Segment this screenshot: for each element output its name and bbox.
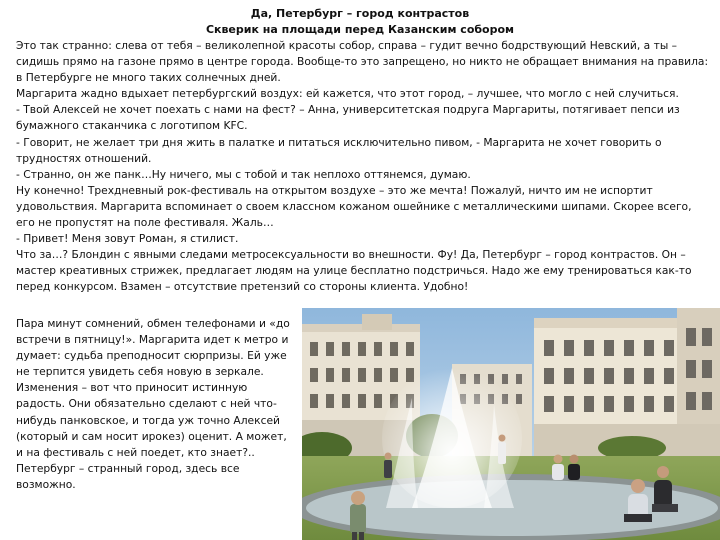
main-text: [16, 38, 710, 296]
paragraph: Маргарита жадно вдыхает петербургский воздух: ей кажется, что этот город, – лучшее, что могло с ней случиться.: [16, 87, 679, 101]
paragraph: - Твой Алексей не хочет поехать с нами на фест? – Анна, университетская подруга Маргариты, потягивает пепси из бумажного стаканчика с логотипом KFC.: [16, 103, 680, 133]
paragraph: - Странно, он же панк…Ну ничего, мы с тобой и так неплохо оттянемся, думаю.: [16, 167, 471, 181]
header: [0, 6, 720, 38]
paragraph: Что за…? Блондин с явными следами метросексуальности во внешности. Фу! Да, Петербург – город контрастов. Он – мастер креативных стрижек, предлагает людям на улице бесплатно подстричься. Надо же ему тренироваться как-то перед конкурсом. Взамен – отсутствие претензий со стороны клиента. Удобно!: [16, 248, 692, 294]
kazan-cathedral-square-photo: [302, 308, 720, 540]
paragraph: Это так странно: слева от тебя – великолепной красоты собор, справа – гудит вечно бодрствующий Невский, а ты – сидишь прямо на газоне прямо в центре города. Вообще-то это запрещено, но никто не обращает внимания на правила: в Петербурге не много таких солнечных дней.: [16, 39, 709, 85]
side-text: Пара минут сомнений, обмен телефонами и «до встречи в пятницу!». Маргарита идет к метро и думает: судьба преподносит сюрпризы. Ей уже не терпится увидеть себя новую в зеркале. Изменения – вот что приносит истинную радость. Они обязательно сделают с ней что-нибудь панковское, и тогда уж точно Алексей (который и сам носит ирокез) оценит. А может, и на фестиваль с ней поедет, кто знает?.. Петербург – странный город, здесь все возможно.: [16, 317, 290, 491]
page-title: Да, Петербург – город контрастов: [250, 7, 470, 20]
paragraph: - Говорит, не желает три дня жить в палатке и питаться исключительно пивом, - Маргарита не хочет говорить о трудностях отношений.: [16, 135, 662, 165]
paragraph: - Привет! Меня зовут Роман, я стилист.: [16, 232, 239, 246]
paragraph: Ну конечно! Трехдневный рок-фестиваль на открытом воздухе – это же мечта! Пожалуй, ничто им не испортит удовольствия. Маргарита вспоминает о своем классном кожаном ошейнике с металлическими шипами. Скорее всего, его не пропустят на поле фестиваля. Жаль…: [16, 183, 692, 230]
page-subtitle: Скверик на площади перед Казанским собором: [205, 23, 515, 36]
